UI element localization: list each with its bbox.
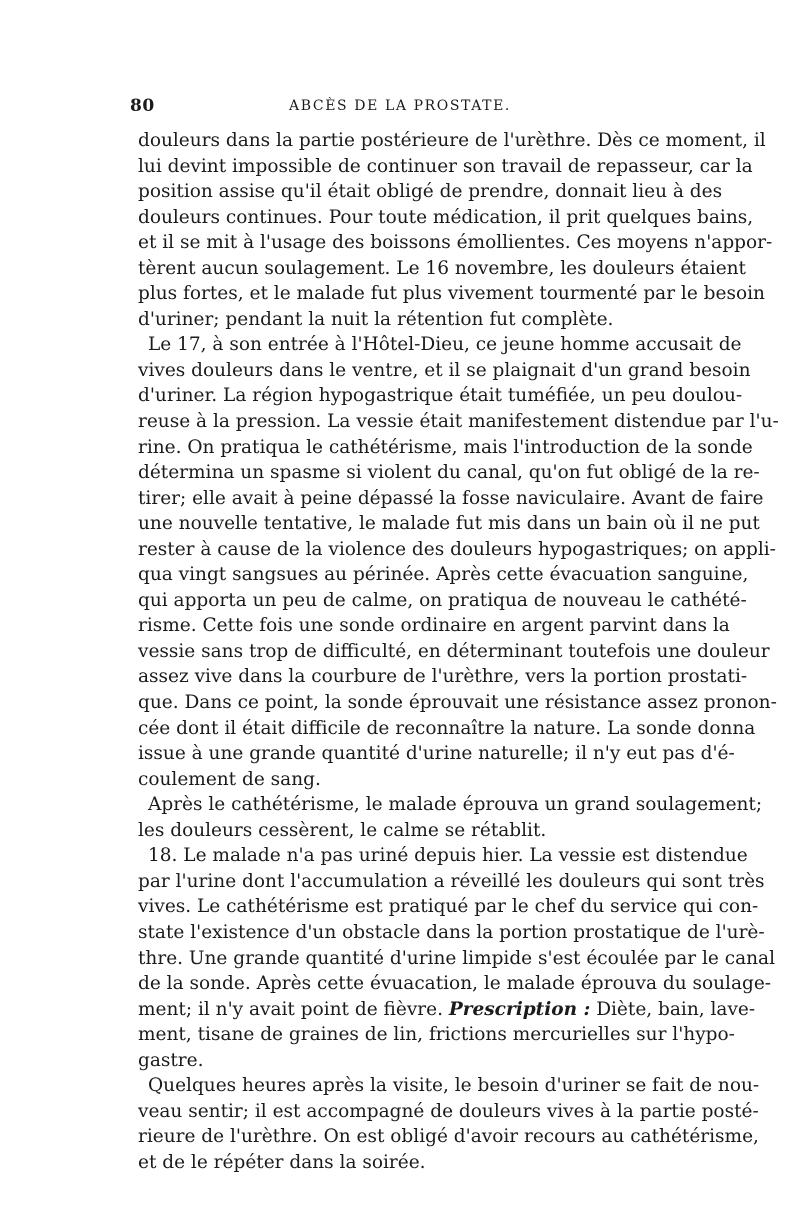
text-line: tirer; elle avait à peine dépassé la fosse naviculaire. Avant de faire	[138, 487, 764, 509]
text-line: gastre.	[138, 1049, 204, 1071]
text-line: coulement de sang.	[138, 768, 321, 790]
running-title: ABCÈS DE LA PROSTATE.	[289, 98, 511, 114]
text-line: d'uriner; pendant la nuit la rétention fut complète.	[138, 308, 614, 330]
text-line: les douleurs cessèrent, le calme se rétablit.	[138, 819, 547, 841]
body-text	[138, 128, 779, 1175]
text-line: tèrent aucun soulagement. Le 16 novembre, les douleurs étaient	[138, 257, 746, 279]
text-line: veau sentir; il est accompagné de douleurs vives à la partie posté-	[138, 1100, 759, 1122]
text-line: thre. Une grande quantité d'urine limpide s'est écoulée par le canal	[138, 947, 775, 969]
text-line: et il se mit à l'usage des boissons émollientes. Ces moyens n'appor-	[138, 232, 773, 254]
prescription-text: Diète, bain, lave-	[596, 998, 756, 1020]
text-line: et de le répéter dans la soirée.	[138, 1151, 426, 1173]
text-line: 18. Le malade n'a pas uriné depuis hier. La vessie est distendue	[148, 845, 748, 867]
text-line: une nouvelle tentative, le malade fut mis dans un bain où il ne put	[138, 513, 760, 535]
text-line: détermina un spasme si violent du canal, qu'on fut obligé de la re-	[138, 462, 760, 484]
text-line: d'uriner. La région hypogastrique était tuméfiée, un peu doulou-	[138, 385, 743, 407]
text-line: position assise qu'il était obligé de prendre, donnait lieu à des	[138, 181, 723, 203]
text-line: que. Dans ce point, la sonde éprouvait une résistance assez pronon-	[138, 692, 777, 714]
text-line: de la sonde. Après cette évuacation, le malade éprouva du soulage-	[138, 973, 772, 995]
text-line: ment, tisane de graines de lin, frictions mercurielles sur l'hypo-	[138, 1024, 735, 1046]
text-line: douleurs continues. Pour toute médication, il prit quelques bains,	[138, 206, 754, 228]
text-line: par l'urine dont l'accumulation a réveillé les douleurs qui sont très	[138, 870, 765, 892]
page-number: 80	[130, 96, 155, 116]
text-line: lui devint impossible de continuer son travail de repasseur, car la	[138, 155, 753, 177]
text-line: issue à une grande quantité d'urine naturelle; il n'y eut pas d'é-	[138, 743, 735, 765]
page-header	[130, 96, 670, 118]
text-line: state l'existence d'un obstacle dans la portion prostatique de l'urè-	[138, 921, 765, 943]
text-line: vives douleurs dans le ventre, et il se plaignait d'un grand besoin	[138, 359, 751, 381]
text-line-prescription	[138, 997, 756, 1023]
text-line: vessie sans trop de difficulté, en déterminant toutefois une douleur	[138, 640, 770, 662]
text-line: rester à cause de la violence des douleurs hypogastriques; on appli-	[138, 538, 776, 560]
text-line: risme. Cette fois une sonde ordinaire en argent parvint dans la	[138, 615, 730, 637]
text-line: Le 17, à son entrée à l'Hôtel-Dieu, ce jeune homme accusait de	[148, 334, 742, 356]
prescription-label: Prescription :	[448, 998, 591, 1020]
text-line: rieure de l'urèthre. On est obligé d'avoir recours au cathétérisme,	[138, 1126, 759, 1148]
text-line: cée dont il était difficile de reconnaître la nature. La sonde donna	[138, 717, 756, 739]
text-line: assez vive dans la courbure de l'urèthre, vers la portion prostati-	[138, 666, 748, 688]
text-line: douleurs dans la partie postérieure de l'urèthre. Dès ce moment, il	[138, 130, 766, 151]
text-line: Quelques heures après la visite, le besoin d'uriner se fait de nou-	[148, 1075, 760, 1097]
text-line: rine. On pratiqua le cathétérisme, mais l'introduction de la sonde	[138, 436, 753, 458]
text-line: vives. Le cathétérisme est pratiqué par le chef du service qui con-	[138, 896, 759, 918]
text-line: reuse à la pression. La vessie était manifestement distendue par l'u-	[138, 411, 779, 433]
text-line: Après le cathétérisme, le malade éprouva un grand soulagement;	[148, 794, 763, 816]
text-line: qui apporta un peu de calme, on pratiqua de nouveau le cathété-	[138, 589, 747, 611]
text-line: qua vingt sangsues au périnée. Après cette évacuation sanguine,	[138, 564, 749, 586]
text-fragment: ment; il n'y avait point de fièvre.	[138, 998, 443, 1020]
text-line: plus fortes, et le malade fut plus vivement tourmenté par le besoin	[138, 283, 765, 305]
